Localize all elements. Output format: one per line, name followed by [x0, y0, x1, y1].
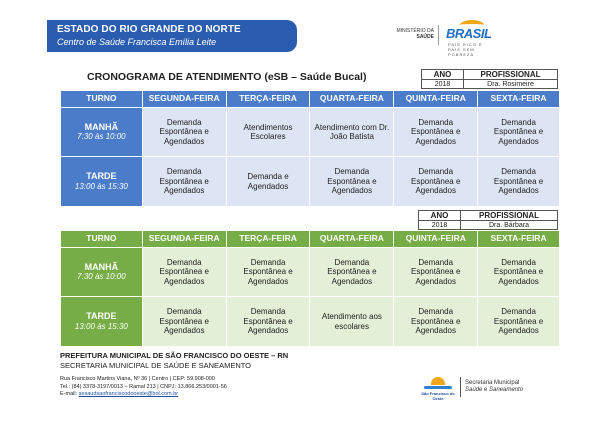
schedule-cell: Demanda Espontânea e Agendados	[394, 157, 478, 207]
schedule-cell: Atendimento com Dr. João Batista	[310, 108, 394, 157]
municipality-logo	[420, 377, 456, 399]
schedule-cell: Demanda Espontânea e Agendados	[142, 297, 226, 347]
schedule-cell: Demanda Espontânea e Agendados	[226, 248, 310, 297]
shift-time: 7:30 às 10:00	[77, 272, 126, 281]
schedule-cell: Demanda Espontânea e Agendados	[478, 157, 560, 207]
schedule-cell: Demanda Espontânea e Agendados	[310, 248, 394, 297]
prof-value: Dra. Bárbara	[461, 221, 558, 230]
col-header: QUARTA-FEIRA	[310, 91, 394, 108]
footer-address-block	[60, 376, 227, 399]
brasil-logo-sub: PAÍS RICO É PAÍS SEM POBREZA	[448, 42, 483, 57]
col-header: SEGUNDA-FEIRA	[142, 91, 226, 108]
ano-value: 2018	[422, 80, 464, 89]
schedule-cell: Atendimentos Escolares	[226, 108, 310, 157]
footer-address: Rua Francisco Martins Viana, Nº 36 | Centro | CEP: 59.908-000	[60, 376, 215, 382]
table-header-row	[61, 91, 560, 108]
schedule-cell: Demanda Espontânea e Agendados	[478, 108, 560, 157]
logo-divider	[438, 25, 439, 45]
table1-meta	[421, 69, 558, 89]
col-header: TURNO	[61, 231, 143, 248]
col-header: SEGUNDA-FEIRA	[142, 231, 226, 248]
schedule-table-2	[60, 230, 560, 347]
ministry-line1: MINISTÉRIO DA	[396, 28, 434, 34]
health-center-name: Centro de Saúde Francisca Emília Leite	[57, 37, 217, 47]
schedule-cell: Atendimento aos escolares	[310, 297, 394, 347]
prof-label: PROFISSIONAL	[464, 70, 558, 80]
footer-secretaria: SECRETARIA MUNICIPAL DE SAÚDE E SANEAMENTO	[60, 361, 252, 370]
schedule-cell: Demanda Espontânea e Agendados	[478, 248, 560, 297]
ano-value: 2018	[419, 221, 461, 230]
schedule-cell: Demanda e Agendados	[226, 157, 310, 207]
schedule-cell: Demanda Espontânea e Agendados	[394, 297, 478, 347]
header-banner	[47, 20, 297, 52]
shift-cell	[61, 108, 143, 157]
footer-email-label: E-mail:	[60, 391, 78, 397]
secretaria-line1: Secretaria Municipal	[465, 380, 520, 386]
secretaria-line2: Saúde e Saneamento	[465, 387, 524, 393]
footer-prefeitura: PREFEITURA MUNICIPAL DE SÃO FRANCISCO DO OESTE – RN	[60, 351, 289, 360]
schedule-cell: Demanda Espontânea e Agendados	[394, 248, 478, 297]
col-header: TURNO	[61, 91, 143, 108]
table2-meta	[418, 210, 558, 230]
col-header: QUARTA-FEIRA	[310, 231, 394, 248]
footer-email-link[interactable]: sesaudsaofranciscodooeste@bol.com.br	[78, 391, 179, 397]
schedule-cell: Demanda Espontânea e Agendados	[142, 157, 226, 207]
col-header: QUINTA-FEIRA	[394, 91, 478, 108]
footer-email-line	[60, 391, 227, 399]
shift-time: 7:30 às 10:00	[77, 132, 126, 141]
schedule-table-1	[60, 90, 560, 207]
secretaria-logo-text	[465, 380, 523, 394]
ministry-line2: SAÚDE	[416, 34, 434, 40]
col-header: TERÇA-FEIRA	[226, 91, 310, 108]
municipality-logo-caption: São Francisco do Oeste	[421, 391, 455, 401]
table-row	[61, 157, 560, 207]
page-title: CRONOGRAMA DE ATENDIMENTO (eSB – Saúde Bucal)	[87, 71, 367, 83]
col-header: QUINTA-FEIRA	[394, 231, 478, 248]
prof-value: Dra. Rosimeire	[464, 80, 558, 89]
sun-icon	[431, 377, 445, 385]
footer-logo-divider	[460, 377, 461, 397]
table-row	[61, 108, 560, 157]
state-name: ESTADO DO RIO GRANDE DO NORTE	[57, 24, 241, 35]
shift-time: 13:00 às 15:30	[74, 321, 128, 331]
brasil-logo	[446, 20, 494, 57]
schedule-cell: Demanda Espontânea e Agendados	[310, 157, 394, 207]
ano-label: ANO	[419, 211, 461, 221]
shift-name: TARDE	[86, 171, 117, 181]
wave-icon	[424, 386, 452, 389]
shift-name: MANHÃ	[84, 261, 119, 272]
shift-time: 13:00 às 15:30	[74, 181, 128, 191]
table-row	[61, 248, 560, 297]
col-header: SEXTA-FEIRA	[478, 91, 560, 108]
schedule-cell: Demanda Espontânea e Agendados	[478, 297, 560, 347]
shift-name: MANHÃ	[84, 121, 119, 132]
shift-cell	[61, 297, 143, 347]
prof-label: PROFISSIONAL	[461, 211, 558, 221]
table-row	[61, 297, 560, 347]
shift-cell	[61, 248, 143, 297]
schedule-cell: Demanda Espontânea e Agendados	[142, 108, 226, 157]
ministry-logo	[392, 28, 434, 40]
col-header: SEXTA-FEIRA	[478, 231, 560, 248]
shift-name: TARDE	[86, 311, 117, 321]
col-header: TERÇA-FEIRA	[226, 231, 310, 248]
ano-label: ANO	[422, 70, 464, 80]
schedule-cell: Demanda Espontânea e Agendados	[394, 108, 478, 157]
footer-phone: Tel.: (84) 3378-3197/0013 – Ramal 213 | CNPJ: 13.866.253/0001-56	[60, 383, 227, 390]
table-header-row	[61, 231, 560, 248]
brasil-logo-text: BRASIL	[446, 26, 492, 41]
schedule-cell: Demanda Espontânea e Agendados	[226, 297, 310, 347]
schedule-cell: Demanda Espontânea e Agendados	[142, 248, 226, 297]
shift-cell	[61, 157, 143, 207]
